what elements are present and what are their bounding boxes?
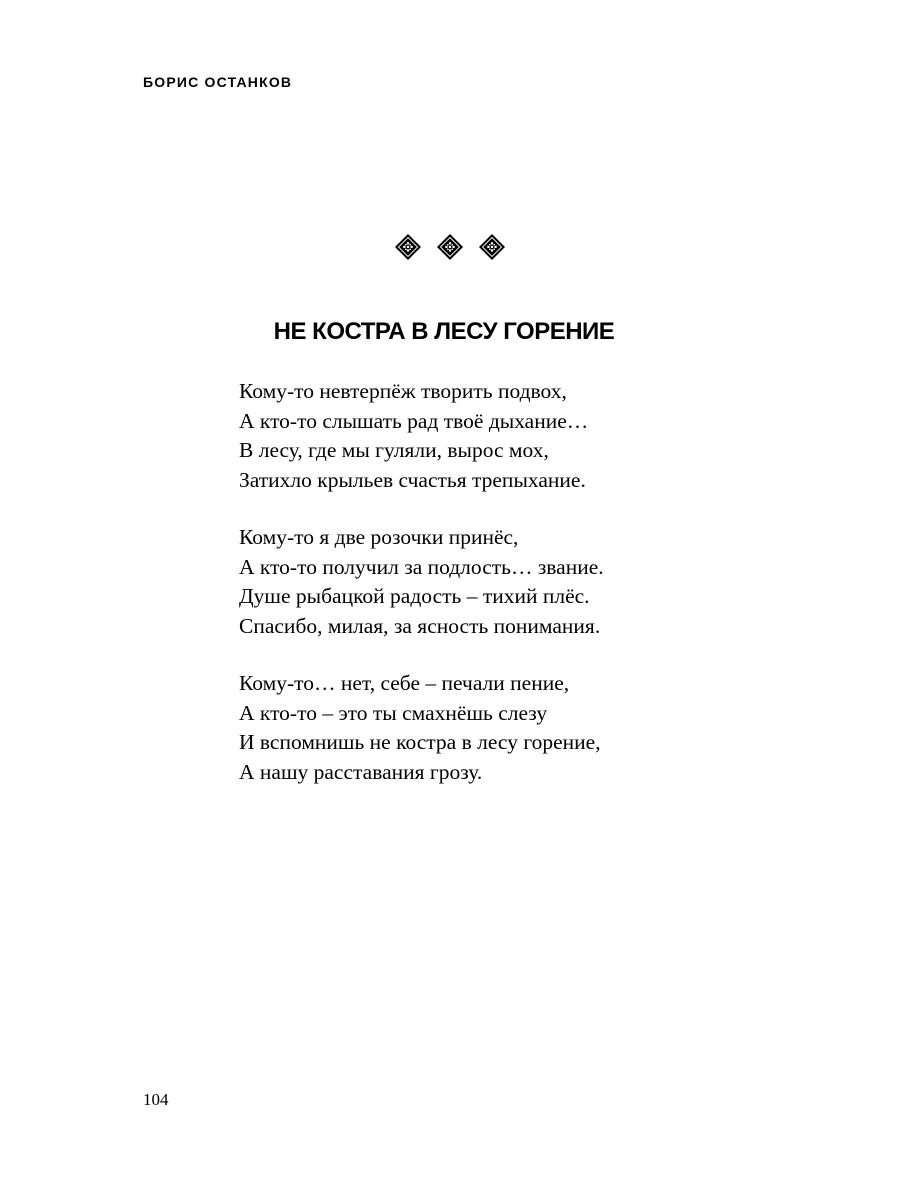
- ornamental-diamond-icon: [395, 234, 421, 260]
- poem-line: Спасибо, милая, за ясность понимания.: [239, 613, 601, 638]
- poem-line: В лесу, где мы гуляли, вырос мох,: [239, 438, 549, 462]
- stanza-1: [239, 377, 604, 495]
- ornamental-diamond-icon: [479, 234, 505, 260]
- poem-line: А кто-то – это ты смахнёшь слезу: [239, 700, 548, 725]
- poem-line: Душе рыбацкой радость – тихий плёс.: [239, 584, 590, 608]
- poem-body: [239, 377, 604, 815]
- ornamental-diamond-icon: [437, 234, 463, 260]
- poem-line: Кому-то я две розочки принёс,: [239, 525, 519, 549]
- poem-line: А кто-то получил за подлость… звание.: [239, 554, 604, 579]
- poem-line: А нашу расставания грозу.: [239, 759, 483, 784]
- poem-line: А кто-то слышать рад твоё дыхание…: [239, 408, 589, 433]
- poem-line: Затихло крыльев счастья трепыхание.: [239, 467, 586, 492]
- ornament-divider: [394, 233, 506, 261]
- poem-line: Кому-то невтерпёж творить подвох,: [239, 379, 567, 403]
- running-head-author: БОРИС ОСТАНКОВ: [143, 74, 293, 90]
- poem-title: НЕ КОСТРА В ЛЕСУ ГОРЕНИЕ: [273, 318, 615, 345]
- page-number: 104: [143, 1090, 169, 1109]
- poem-line: Кому-то… нет, себе – печали пение,: [239, 671, 570, 695]
- stanza-2: [239, 523, 604, 641]
- stanza-3: [239, 669, 604, 787]
- poem-line: И вспомнишь не костра в лесу горение,: [239, 730, 601, 754]
